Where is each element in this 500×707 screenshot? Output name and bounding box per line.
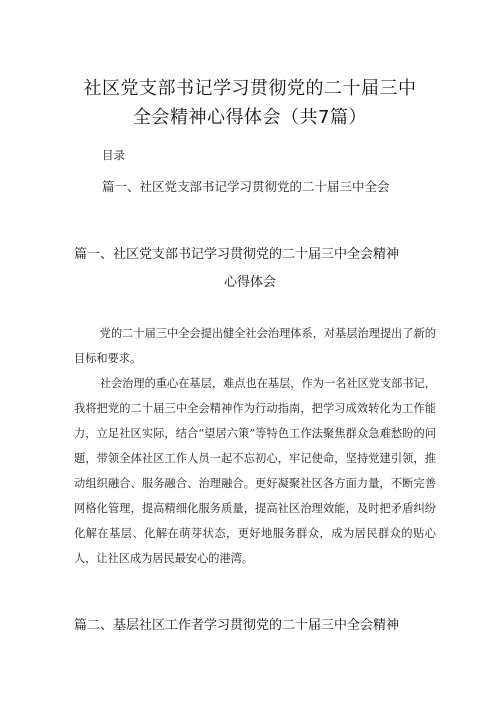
toc-item[interactable]: 篇一、社区党支部书记学习贯彻党的二十届三中全会 (102, 179, 390, 194)
toc-label: 目录 (102, 148, 125, 162)
document-title-line-1: 社区党支部书记学习贯彻党的二十届三中 (83, 78, 417, 99)
document-title-line-2: 全会精神心得体会（共7篇） (133, 107, 367, 128)
section-2-heading: 篇二、基层社区工作者学习贯彻党的二十届三中全会精神 (74, 618, 400, 633)
section-1-paragraph-2: 社会治理的重心在基层，难点也在基层，作为一名社区党支部书记，我将把党的二十届三中全会精神作为行动指南，把学习成效转化为工作能力，立足社区实际，结合“望居六策”等特色工作法聚焦群众急难愁盼的问题，带领全体社区工作人员一起不忘初心，牢记使命，坚持党建引领，推动组织融合、服务融合、治理融合。更好凝聚社区各方面力量，不断完善网格化管理，提高精细化服务质量，提高社区治理效能，及时把矛盾纠纷化解在基层、化解在萌芽状态，更好地服务群众，成为居民群众的贴心人，让社区成为居民最安心的港湾。 (74, 377, 436, 565)
section-1-heading: 篇一、社区党支部书记学习贯彻党的二十届三中全会精神 (74, 247, 400, 262)
section-1-paragraph-1: 党的二十届三中全会提出健全社会治理体系，对基层治理提出了新的目标和要求。 (74, 327, 436, 365)
section-1-heading-line-2: 心得体会 (223, 275, 276, 290)
